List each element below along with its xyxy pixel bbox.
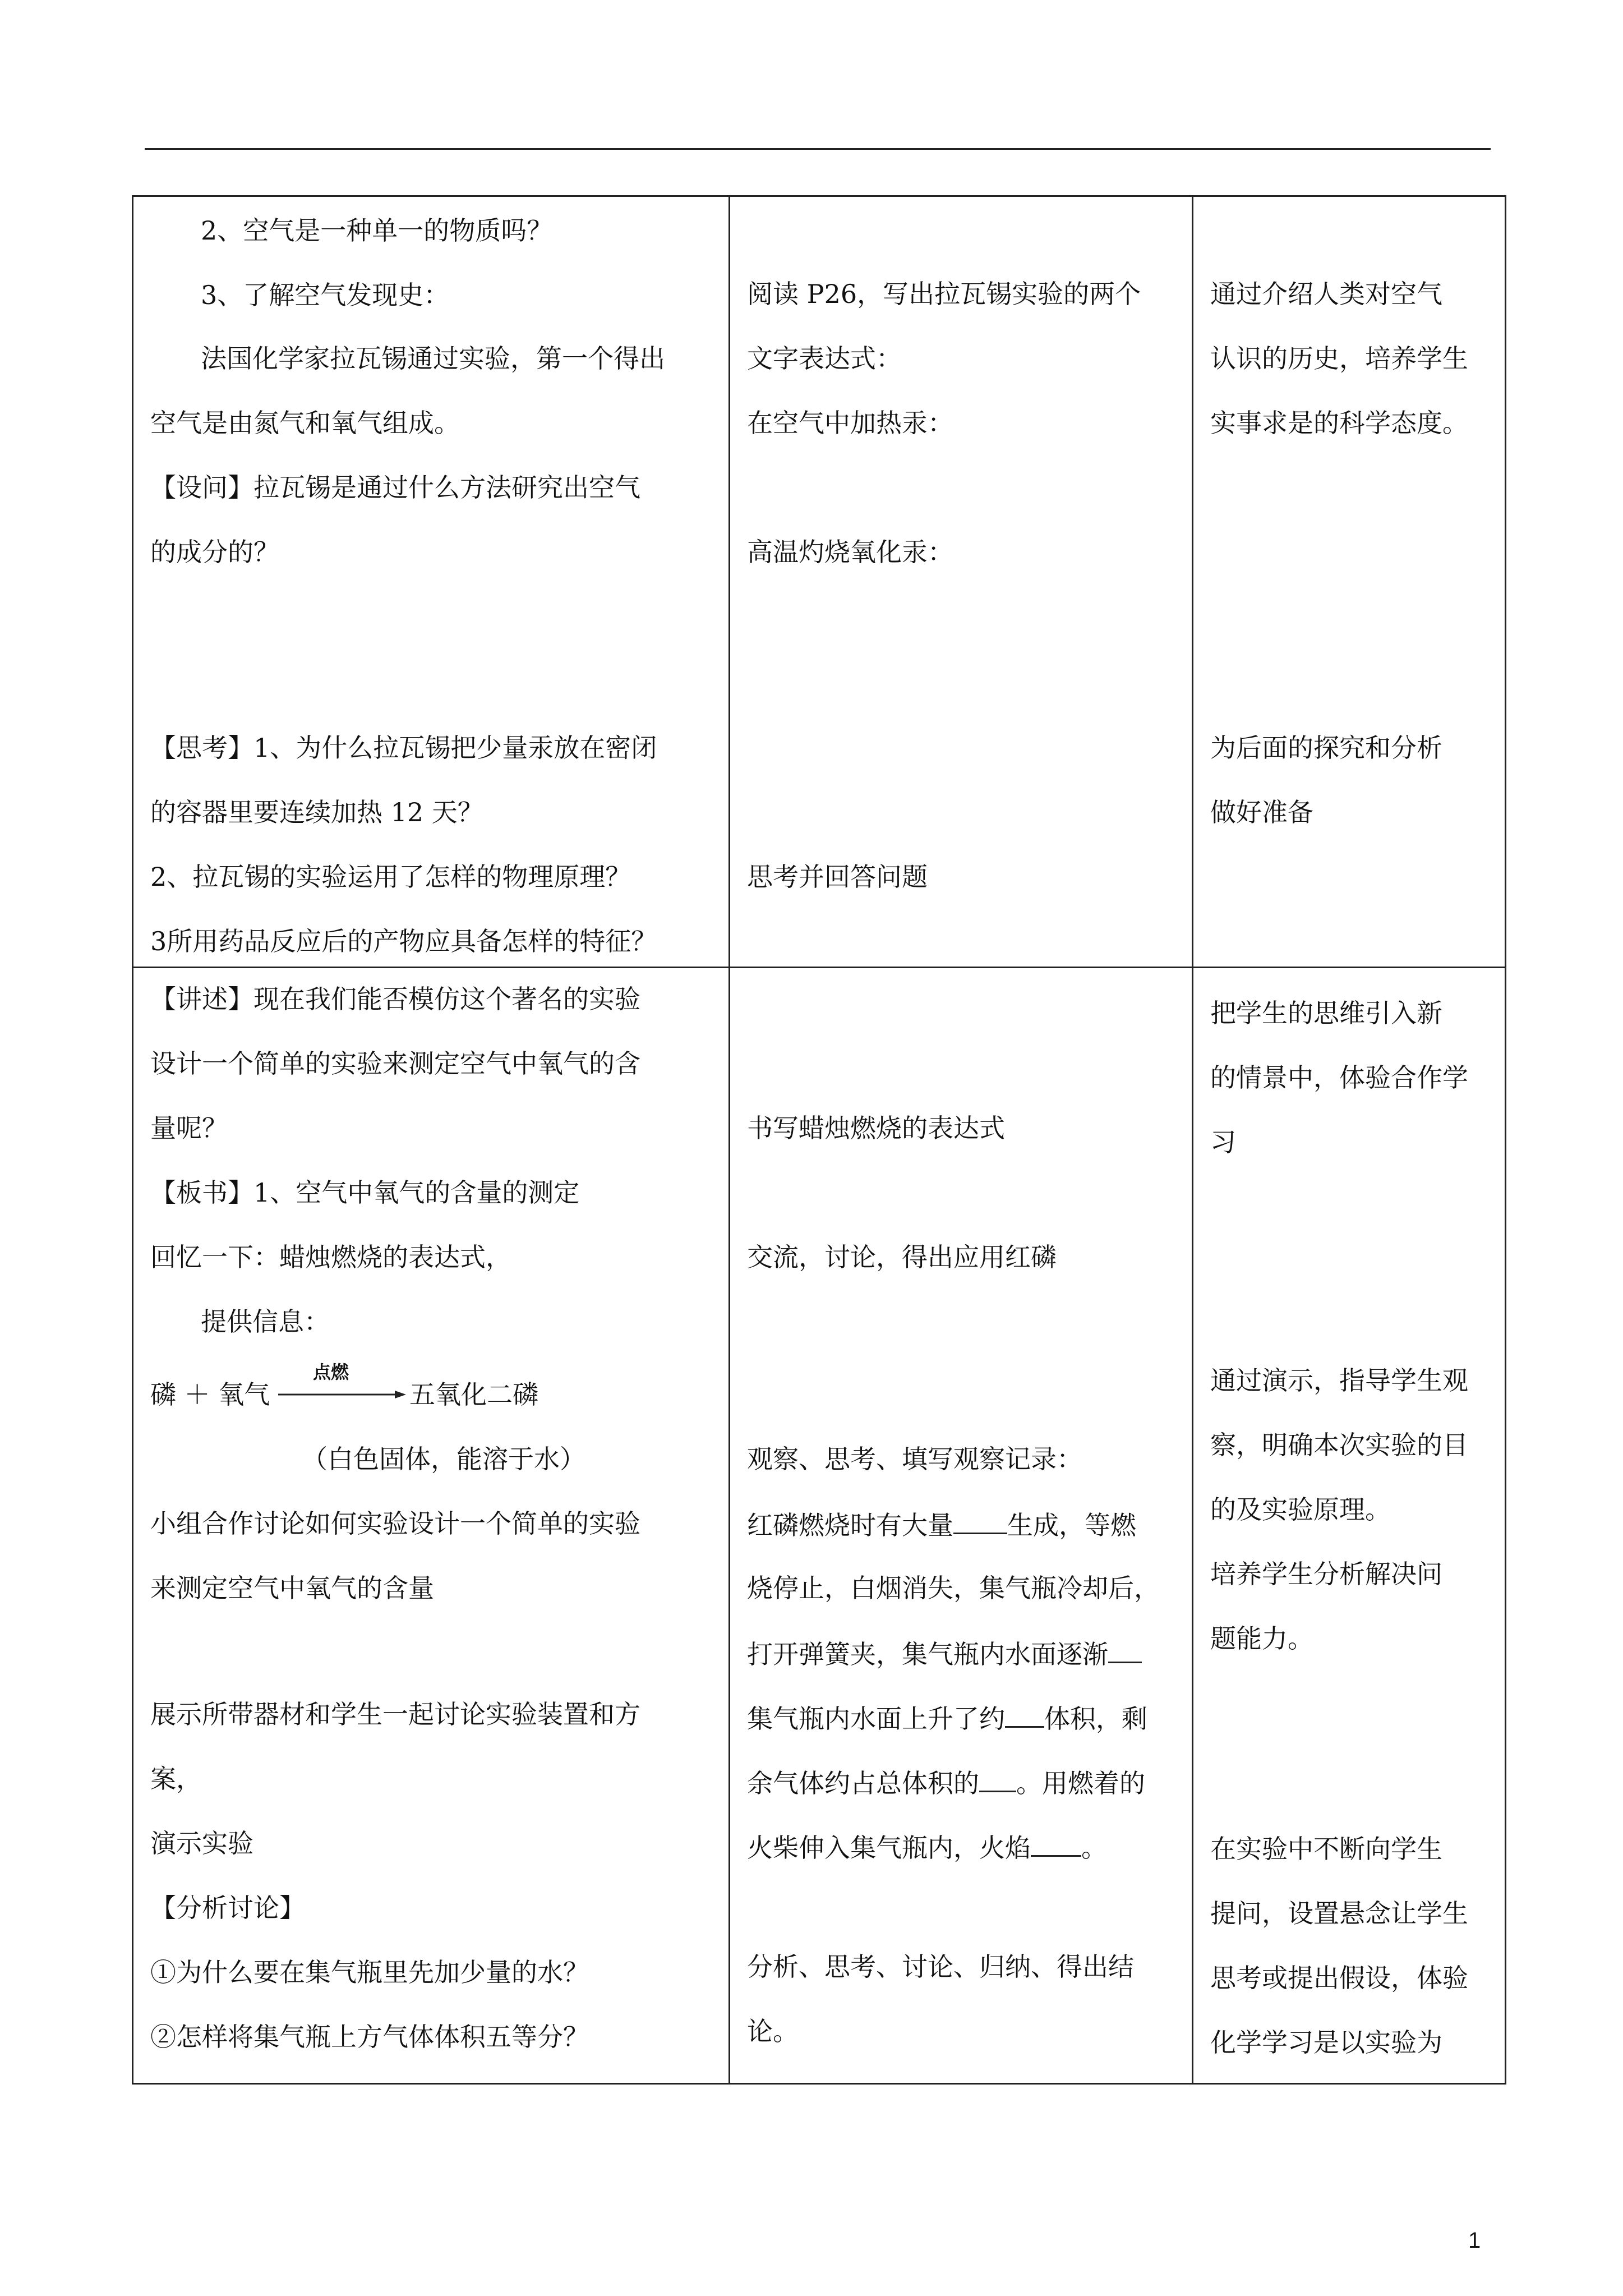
table-row [133, 196, 1506, 968]
body-text: 在空气中加热汞： [747, 408, 953, 438]
body-text: （白色固体，能溶于水） [302, 1444, 585, 1474]
body-text: 论。 [747, 2016, 799, 2046]
fill-blank [979, 1765, 1016, 1792]
body-text: 2、拉瓦锡的实验运用了怎样的物理原理？ [150, 862, 631, 892]
body-text: 做好准备 [1210, 797, 1313, 827]
body-text: 的成分的？ [150, 537, 279, 567]
fill-blank [1005, 1700, 1044, 1728]
body-text: 为后面的探究和分析 [1210, 733, 1442, 763]
body-text: 思考并回答问题 [747, 862, 928, 892]
body-text: 的容器里要连续加热 12 天？ [150, 797, 483, 827]
record-text: 打开弹簧夹，集气瓶内水面逐渐 [747, 1639, 1108, 1669]
body-text: 量呢？ [150, 1113, 228, 1143]
body-text: 在实验中不断向学生 [1210, 1834, 1442, 1864]
body-text: ①为什么要在集气瓶里先加少量的水？ [150, 1957, 589, 1987]
body-text: 思考或提出假设，体验 [1210, 1963, 1468, 1993]
body-text: 的情景中，体验合作学 [1210, 1062, 1468, 1093]
body-text: 空气是由氮气和氧气组成。 [150, 408, 460, 438]
body-text: 设计一个简单的实验来测定空气中氧气的含 [150, 1048, 640, 1079]
body-text: 书写蜡烛燃烧的表达式 [747, 1113, 1005, 1143]
student-activity-cell [730, 968, 1193, 2084]
record-line [747, 1636, 1142, 1671]
record-text: 火柴伸入集气瓶内，火焰 [747, 1833, 1031, 1863]
body-text: 【设问】拉瓦锡是通过什么方法研究出空气 [150, 472, 640, 503]
page-number: 1 [1468, 2228, 1481, 2253]
body-text: 把学生的思维引入新 [1210, 998, 1442, 1028]
body-text: 提问，设置悬念让学生 [1210, 1898, 1468, 1929]
body-text: 通过介绍人类对空气 [1210, 279, 1442, 309]
record-text: 余气体约占总体积的 [747, 1768, 979, 1798]
body-text: ②怎样将集气瓶上方气体体积五等分？ [150, 2022, 589, 2052]
body-text: 习 [1210, 1127, 1236, 1157]
body-text: 展示所带器材和学生一起讨论实验装置和方 [150, 1699, 640, 1729]
arrow-icon [278, 1363, 406, 1402]
body-text: 文字表达式： [747, 343, 902, 374]
equation-reactants: 磷 ＋ 氧气 [150, 1379, 270, 1410]
body-text: 的及实验原理。 [1210, 1494, 1391, 1525]
design-intent-cell [1193, 196, 1506, 968]
body-text: 观察、思考、填写观察记录： [747, 1444, 1082, 1474]
body-text: 阅读 P26，写出拉瓦锡实验的两个 [747, 279, 1141, 309]
question-text: 2、空气是一种单一的物质吗？ [201, 215, 553, 246]
body-text: 【板书】1、空气中氧气的含量的测定 [150, 1177, 580, 1208]
record-line [747, 1829, 1107, 1865]
body-text: 【讲述】现在我们能否模仿这个著名的实验 [150, 984, 640, 1014]
body-text: 交流，讨论，得出应用红磷 [747, 1242, 1057, 1272]
body-text: 小组合作讨论如何实验设计一个简单的实验 [150, 1508, 640, 1539]
record-text: 生成，等燃 [1007, 1510, 1136, 1540]
record-text: 。用燃着的 [1016, 1768, 1145, 1798]
record-line [747, 1765, 1145, 1800]
body-text: 案， [150, 1764, 202, 1794]
record-text: 烧停止，白烟消失，集气瓶冷却后， [747, 1573, 1160, 1603]
section-text: 3、了解空气发现史： [201, 280, 450, 310]
body-text: 实事求是的科学态度。 [1210, 408, 1468, 438]
fill-blank [953, 1507, 1007, 1534]
body-text: 题能力。 [1210, 1623, 1313, 1654]
body-text: 通过演示，指导学生观 [1210, 1365, 1468, 1396]
body-text: 3所用药品反应后的产物应具备怎样的特征？ [150, 926, 657, 956]
record-text: 体积，剩 [1044, 1704, 1147, 1734]
record-line [747, 1700, 1147, 1736]
body-text: 化学学习是以实验为 [1210, 2027, 1442, 2058]
record-text: 红磷燃烧时有大量 [747, 1510, 953, 1540]
fill-blank [1031, 1829, 1081, 1857]
teacher-activity-cell [133, 968, 730, 2084]
equation-product: 五氧化二磷 [409, 1379, 538, 1410]
body-text: 【分析讨论】 [150, 1893, 305, 1923]
body-text: 认识的历史，培养学生 [1210, 343, 1468, 374]
lesson-plan-table [132, 195, 1506, 2085]
record-text: 。 [1081, 1833, 1107, 1863]
body-text: 来测定空气中氧气的含量 [150, 1573, 434, 1603]
body-text: 察，明确本次实验的目 [1210, 1430, 1468, 1460]
header-rule [145, 148, 1491, 150]
table-row [133, 968, 1506, 2084]
record-text: 集气瓶内水面上升了约 [747, 1704, 1005, 1734]
body-text: 【思考】1、为什么拉瓦锡把少量汞放在密闭 [150, 733, 657, 763]
reaction-condition: 点燃 [313, 1361, 349, 1383]
student-activity-cell [730, 196, 1193, 968]
body-text: 分析、思考、讨论、归纳、得出结 [747, 1952, 1134, 1982]
reaction-arrow [278, 1363, 406, 1402]
body-text: 回忆一下：蜡烛燃烧的表达式， [150, 1242, 511, 1272]
teacher-activity-cell [133, 196, 730, 968]
body-text: 演示实验 [150, 1828, 253, 1858]
body-text: 提供信息： [201, 1306, 330, 1337]
design-intent-cell [1193, 968, 1506, 2084]
fill-blank [1108, 1636, 1142, 1663]
body-text: 法国化学家拉瓦锡通过实验，第一个得出 [201, 343, 665, 374]
body-text: 培养学生分析解决问 [1210, 1559, 1442, 1589]
record-line [747, 1507, 1136, 1542]
body-text: 高温灼烧氧化汞： [747, 537, 953, 567]
